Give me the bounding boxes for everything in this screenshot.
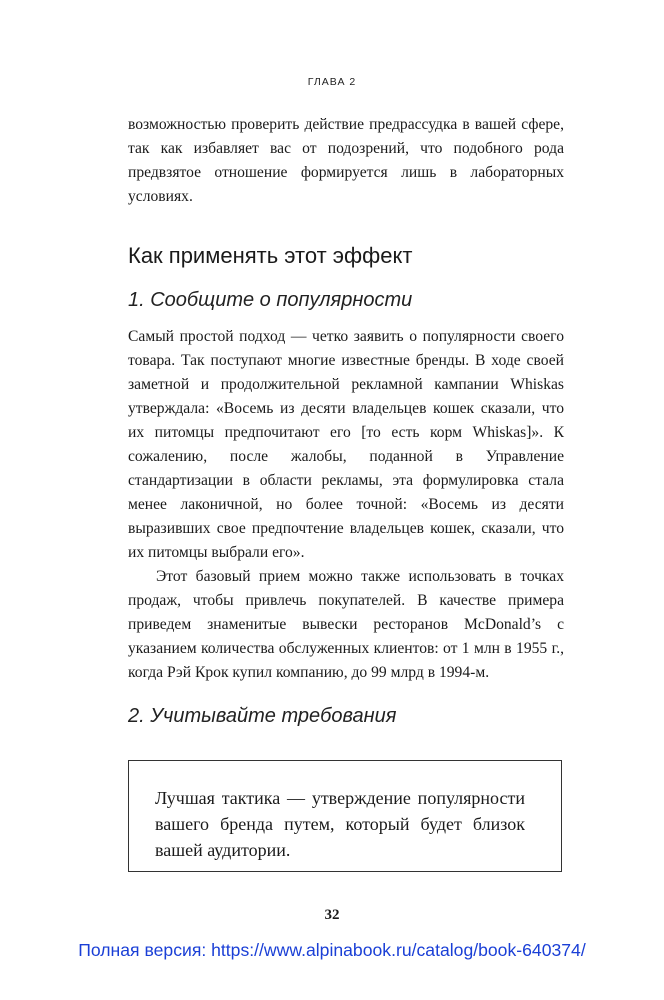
intro-text-block	[128, 113, 564, 209]
running-head: ГЛАВА 2	[307, 76, 357, 88]
section-heading: Как применять этот эффект	[128, 243, 413, 268]
page-number: 32	[324, 907, 340, 923]
popularity-paragraph-2: Этот базовый прием можно также использовать в точках продаж, чтобы привлечь покупателей. В качестве примера приведем знаменитые вывески ресторанов McDonald’s с указанием количества обслуженных клиентов: от 1 млн в 1955 г., когда Рэй Крок купил компанию, до 99 млрд в 1994-м.	[128, 568, 564, 681]
full-version-link[interactable]: Полная версия: https://www.alpinabook.ru/catalog/book-640374/	[78, 940, 586, 960]
intro-paragraph: возможностью проверить действие предрассудка в вашей сфере, так как избавляет вас от подозрений, что подобного рода предвзятое отношение формируется лишь в лабораторных условиях.	[128, 116, 564, 205]
popularity-text-block	[128, 325, 564, 685]
callout-box	[128, 760, 562, 872]
popularity-paragraph-1: Самый простой подход — четко заявить о популярности своего товара. Так поступают многие известные бренды. В ходе своей заметной и продолжительной рекламной кампании Whiskas утверждала: «Восемь из десяти владельцев кошек сказали, что их питомцы предпочитают его [то есть корм Whiskas]». К сожалению, после жалобы, поданной в Управление стандартизации в области рекламы, эта формулировка стала менее лаконичной, но более точной: «Восемь из десяти выразивших свое предпочтение владельцев кошек, сказали, что их питомцы выбрали его».	[128, 328, 564, 561]
subheading-popularity: 1. Сообщите о популярности	[128, 289, 413, 311]
callout-text: Лучшая тактика — утверждение популярности вашего бренда путем, который будет близок вашей аудитории.	[155, 788, 525, 860]
subheading-requirements: 2. Учитывайте требования	[128, 705, 397, 727]
